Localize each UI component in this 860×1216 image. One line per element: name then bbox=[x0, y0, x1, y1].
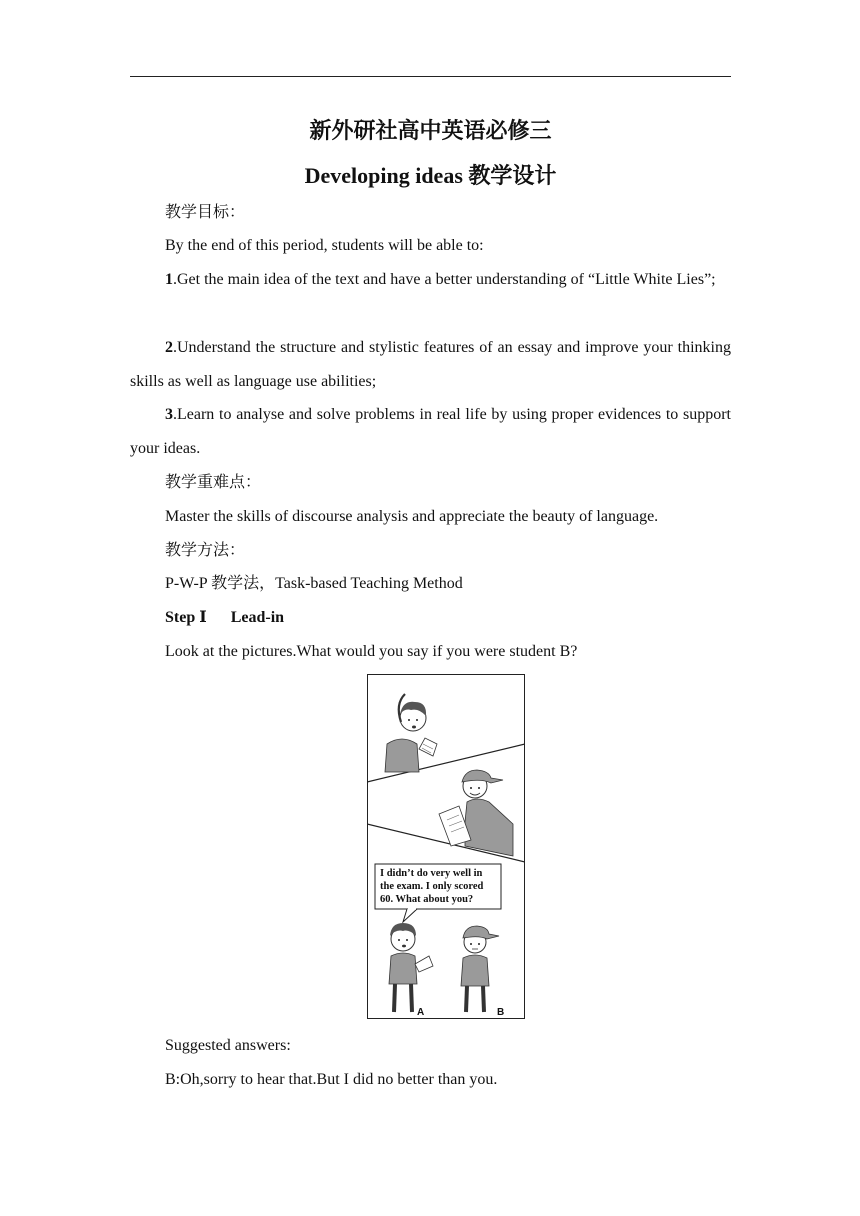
document-subtitle: Developing ideas 教学设计 bbox=[304, 163, 557, 188]
objective-text: .Learn to analyse and solve problems in real life by using proper evidences to support your ideas. bbox=[130, 406, 731, 457]
speech-line-3: 60. What about you? bbox=[380, 894, 474, 905]
label-b: B bbox=[497, 1007, 505, 1018]
objectives-intro: By the end of this period, students will be able to: bbox=[165, 237, 484, 254]
label-a: A bbox=[417, 1007, 425, 1018]
key-points-text: Master the skills of discourse analysis and appreciate the beauty of language. bbox=[165, 508, 659, 525]
answers-text: B:Oh,sorry to hear that.But I did no better than you. bbox=[165, 1071, 498, 1088]
objective-item-2 bbox=[130, 331, 731, 398]
speech-line-1: I didn’t do very well in bbox=[380, 868, 483, 879]
objective-text: .Get the main idea of the text and have a better understanding of “Little White Lies”; bbox=[173, 271, 716, 288]
key-points-heading: 教学重难点： bbox=[165, 474, 262, 491]
objectives-heading: 教学目标： bbox=[165, 204, 246, 221]
step-heading bbox=[165, 607, 284, 629]
objective-number: 3 bbox=[165, 406, 173, 423]
objective-number: 2 bbox=[165, 339, 173, 356]
objective-item-3 bbox=[130, 398, 731, 465]
methods-text: P-W-P 教学法，Task-based Teaching Method bbox=[165, 575, 463, 592]
objective-number: 1 bbox=[165, 271, 173, 288]
header-rule bbox=[130, 76, 731, 77]
speech-line-2: the exam. I only scored bbox=[380, 881, 484, 892]
step-instruction: Look at the pictures.What would you say if you were student B? bbox=[165, 643, 578, 660]
document-title: 新外研社高中英语必修三 bbox=[309, 118, 552, 143]
step-label: Step Ⅰ bbox=[165, 609, 207, 626]
step-title: Lead-in bbox=[230, 609, 285, 626]
objective-text: .Understand the structure and stylistic features of an essay and improve your thinking skills as well as language use abilities; bbox=[130, 339, 731, 390]
comic-strip-image bbox=[367, 674, 525, 1019]
methods-heading: 教学方法： bbox=[165, 542, 246, 559]
objective-item-1 bbox=[130, 263, 731, 297]
answers-heading: Suggested answers: bbox=[165, 1037, 291, 1054]
